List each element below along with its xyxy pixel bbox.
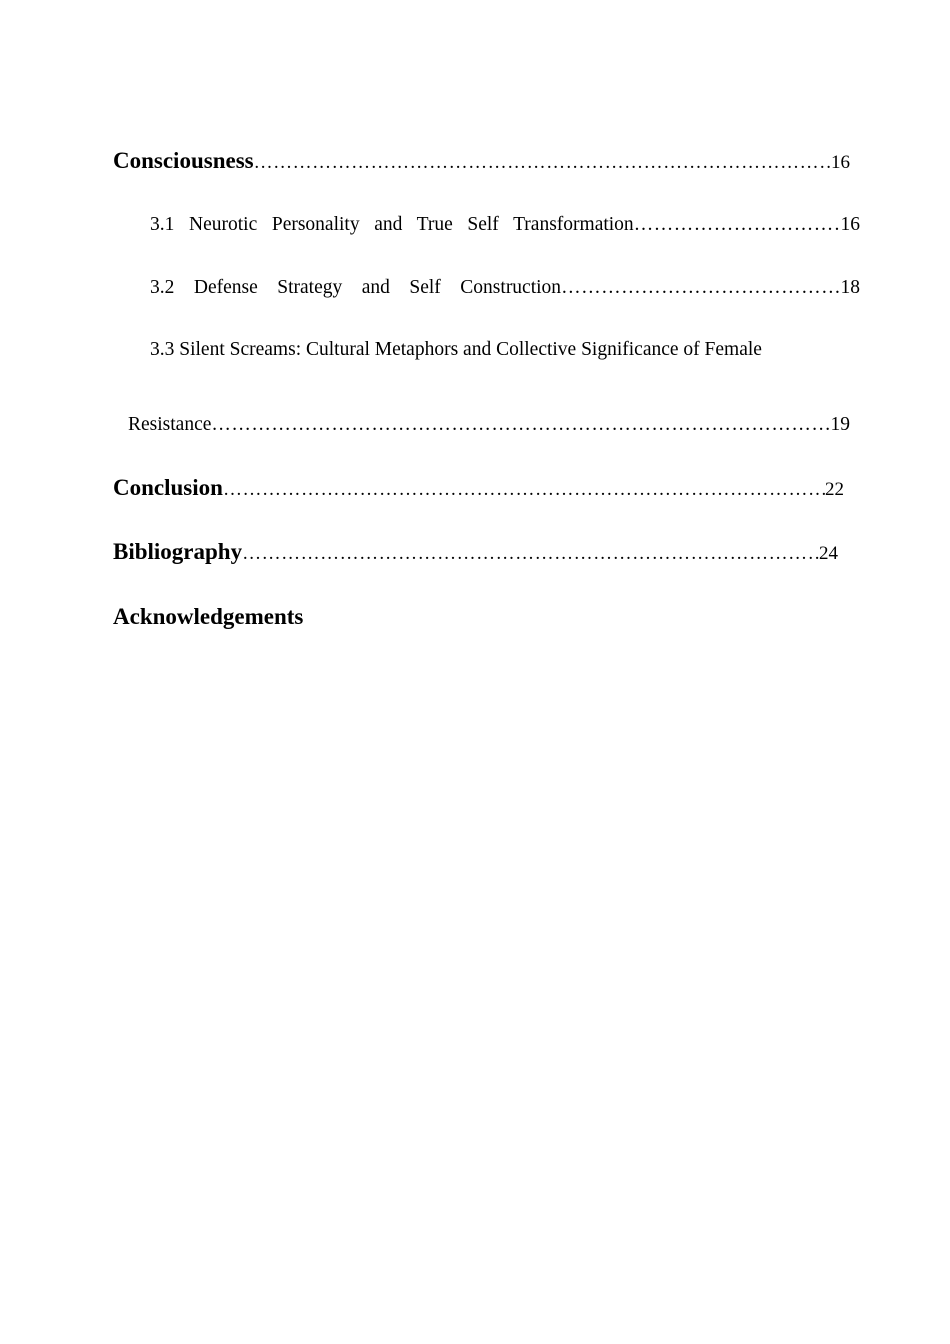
toc-leader-dots (242, 539, 819, 569)
toc-leader-dots (223, 475, 825, 505)
toc-entry-consciousness[interactable] (113, 146, 850, 178)
toc-entry-label: Bibliography (113, 539, 243, 564)
toc-leader-dots (634, 212, 841, 238)
toc-entry-acknowledgements[interactable]: Acknowledgements (113, 604, 304, 629)
toc-page-number: 24 (819, 543, 838, 564)
toc-page-number: 16 (840, 214, 860, 235)
toc-entry-3-3-line1[interactable]: 3.3 Silent Screams: Cultural Metaphors and Collective Significance of Female (150, 339, 762, 360)
toc-page-number: 18 (840, 277, 860, 298)
toc-entry-3-1[interactable] (150, 212, 860, 238)
toc-page-number: 16 (831, 152, 850, 173)
toc-entry-conclusion[interactable] (113, 473, 844, 505)
toc-entry-3-2[interactable] (150, 275, 860, 301)
toc-entry-label: Conclusion (113, 475, 223, 500)
toc-page-number: 19 (830, 414, 850, 435)
toc-entry-bibliography[interactable] (113, 537, 838, 569)
toc-entry-label: Consciousness (113, 148, 254, 173)
toc-page-number: 22 (825, 479, 844, 500)
toc-entry-label: Resistance (128, 414, 212, 435)
toc-entry-label: 3.1 Neurotic Personality and True Self Transformation (150, 214, 634, 235)
toc-leader-dots (561, 275, 840, 301)
toc-entry-3-3-line2[interactable] (128, 412, 850, 438)
toc-leader-dots (254, 148, 831, 178)
toc-leader-dots (211, 412, 830, 438)
toc-entry-label: 3.2 Defense Strategy and Self Construction (150, 277, 562, 298)
